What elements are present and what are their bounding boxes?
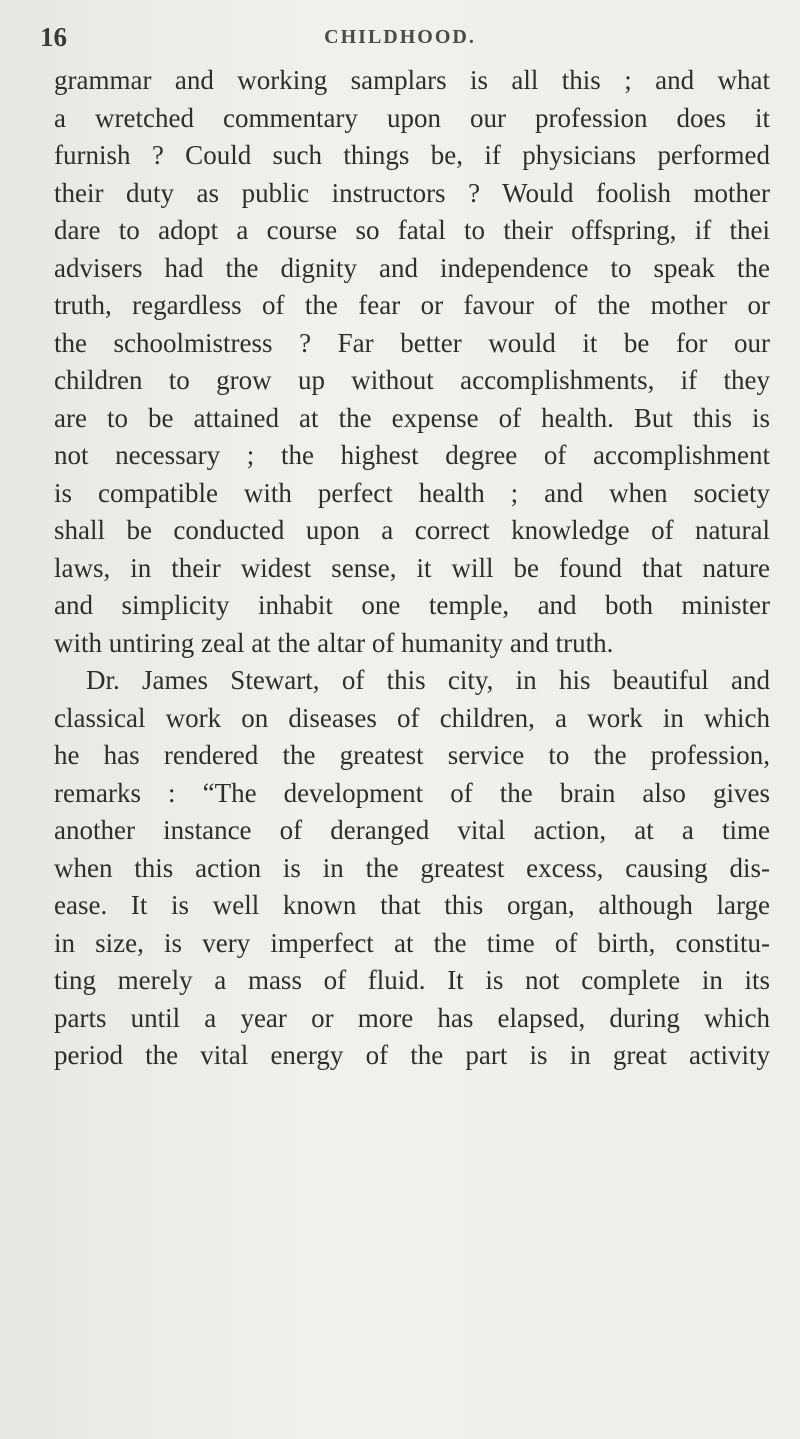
text-line: the schoolmistress ? Far better would it be for our <box>54 327 770 358</box>
page-header <box>0 22 800 62</box>
running-head: CHILDHOOD. <box>324 26 476 48</box>
text-line: classical work on diseases of children, a work in which <box>54 702 770 733</box>
text-line: truth, regardless of the fear or favour of the mother or <box>54 290 770 320</box>
text-line: another instance of deranged vital action, at a time <box>54 815 770 845</box>
text-line: with untiring zeal at the altar of humanity and truth. <box>54 627 614 658</box>
text-line: their duty as public instructors ? Would foolish mother <box>54 177 770 208</box>
text-line: parts until a year or more has elapsed, during which <box>54 1002 770 1033</box>
text-line: ease. It is well known that this organ, although large <box>54 890 770 920</box>
text-line: grammar and working samplars is all this ; and what <box>54 65 770 95</box>
body-text <box>54 62 770 1075</box>
text-line: and simplicity inhabit one temple, and both minister <box>54 590 770 620</box>
text-line: in size, is very imperfect at the time of birth, constitu- <box>54 927 770 958</box>
text-line: Dr. James Stewart, of this city, in his beautiful and <box>86 665 770 695</box>
text-line: is compatible with perfect health ; and when society <box>54 477 770 508</box>
text-line: remarks : “The development of the brain also gives <box>54 777 770 808</box>
text-line: a wretched commentary upon our profession does it <box>54 102 770 133</box>
page-number: 16 <box>40 22 67 52</box>
text-line: he has rendered the greatest service to the profession, <box>54 740 770 770</box>
text-line: dare to adopt a course so fatal to their offspring, if thei <box>54 215 770 245</box>
text-line: furnish ? Could such things be, if physicians performed <box>54 140 770 170</box>
text-line: laws, in their widest sense, it will be found that nature <box>54 552 770 583</box>
text-line: advisers had the dignity and independence to speak the <box>54 252 770 283</box>
text-line: are to be attained at the expense of health. But this is <box>54 402 770 433</box>
text-line: children to grow up without accomplishments, if they <box>54 365 770 395</box>
text-line: ting merely a mass of fluid. It is not complete in its <box>54 965 770 995</box>
text-line: not necessary ; the highest degree of accomplishment <box>54 440 770 470</box>
text-line: when this action is in the greatest excess, causing dis- <box>54 852 770 883</box>
text-line: shall be conducted upon a correct knowledge of natural <box>54 515 770 545</box>
text-line: period the vital energy of the part is in great activity <box>54 1040 770 1070</box>
